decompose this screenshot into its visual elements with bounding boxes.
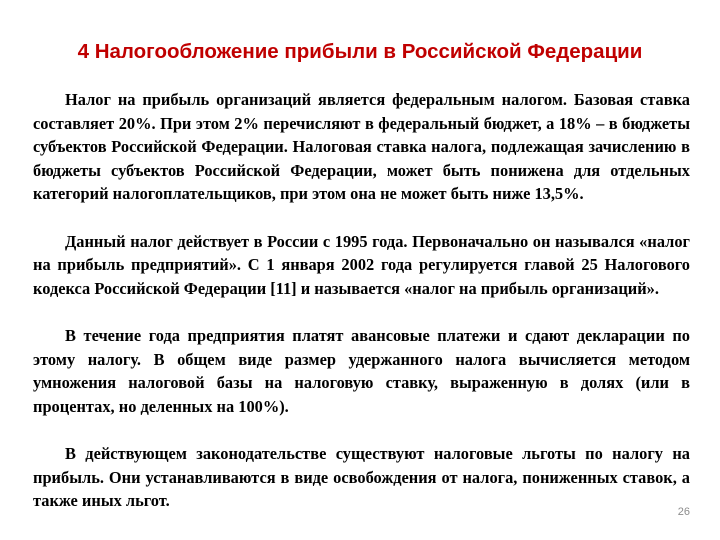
page-number: 26 <box>677 506 690 518</box>
slide-title: 4 Налогообложение прибыли в Российской Федерации <box>77 40 643 63</box>
paragraph-history: Данный налог действует в России с 1995 года. Первоначально он назывался «налог на прибыль предприятий». С 1 января 2002 года регулируется главой 25 Налогового кодекса Российской Федерации [11] и называется «налог на прибыль организаций». <box>33 231 690 298</box>
slide-body <box>33 88 690 513</box>
paragraph-tax-rate: Налог на прибыль организаций является федеральным налогом. Базовая ставка составляет 20%. При этом 2% перечисляют в федеральный бюджет, а 18% – в бюджеты субъектов Российской Федерации. Налоговая ставка налога, подлежащая зачислению в бюджеты субъектов Российской Федерации, может быть понижена для отдельных категорий налогоплательщиков, при этом она не может быть ниже 13,5%. <box>33 90 690 204</box>
paragraph-advance-payments: В течение года предприятия платят авансовые платежи и сдают декларации по этому налогу. В общем виде размер удержанного налога вычисляется методом умножения налоговой базы на налоговую ставку, выраженную в долях (или в процентах, но деленных на 100%). <box>33 325 690 416</box>
paragraph-tax-benefits: В действующем законодательстве существуют налоговые льготы по налогу на прибыль. Они устанавливаются в виде освобождения от налога, пониженных ставок, а также иных льгот. <box>33 443 690 511</box>
